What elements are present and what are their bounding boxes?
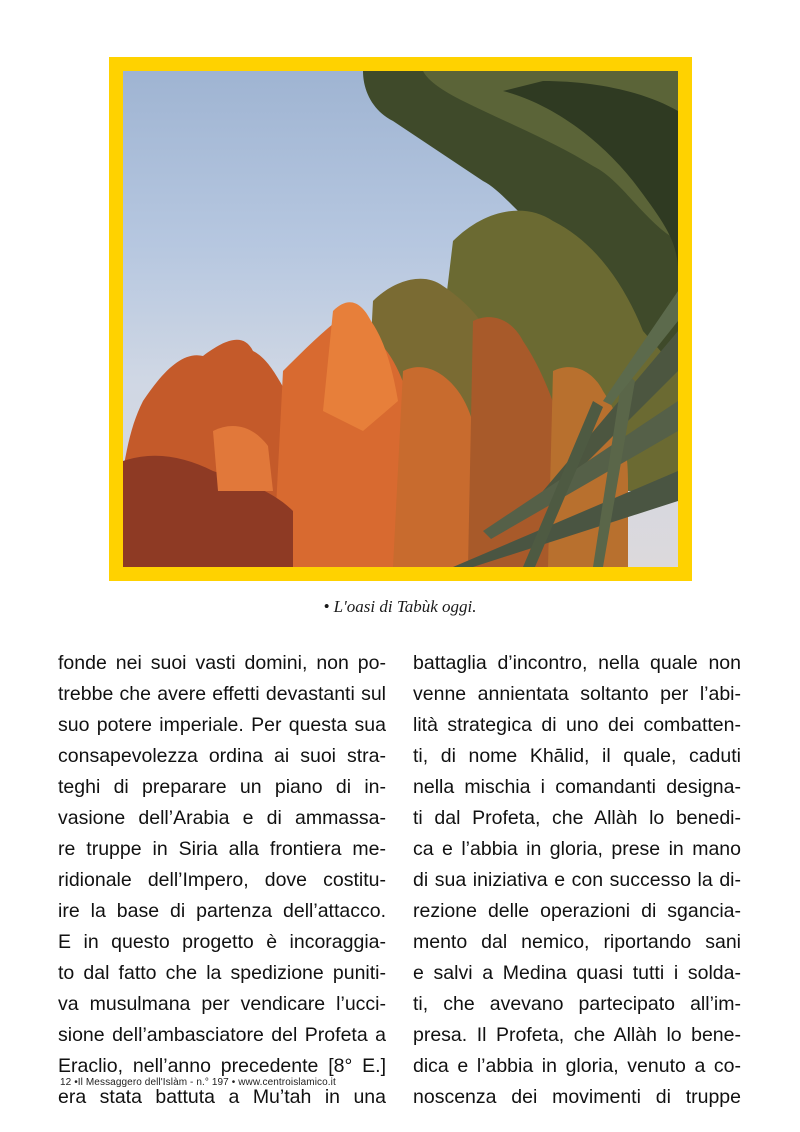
text-line: consapevolezza ordina ai suoi stra-: [58, 745, 386, 767]
text-line: Eraclio, nell’anno precedente [8° E.]: [58, 1055, 386, 1077]
text-line: vasione dell’Arabia e di ammassa-: [58, 807, 386, 829]
text-line: teghi di preparare un piano di in-: [58, 776, 386, 798]
text-line: suo potere imperiale. Per questa sua: [58, 714, 386, 736]
photo-caption: • L'oasi di Tabùk oggi.: [323, 597, 477, 616]
oasis-trees-illustration: [123, 71, 678, 567]
oasis-photo: [123, 71, 678, 567]
text-line: venne annientata soltanto per l’abi-: [413, 683, 741, 705]
text-line: ti, che avevano partecipato all’im-: [413, 993, 741, 1015]
text-line: dica e l’abbia in gloria, venuto a co-: [413, 1055, 741, 1077]
text-line: fonde nei suoi vasti domini, non po-: [58, 652, 386, 674]
text-line: lità strategica di uno dei combatten-: [413, 714, 741, 736]
page-footer: 12 •Il Messaggero dell'Islàm - n.° 197 • www.centroislamico.it: [60, 1077, 336, 1088]
text-line: e salvi a Medina quasi tutti i solda-: [413, 962, 741, 984]
text-column-right: [413, 648, 741, 1113]
text-line: mento dal nemico, riportando sani: [413, 931, 741, 953]
text-line: ti, di nome Khālid, il quale, caduti: [413, 745, 741, 767]
text-line: presa. Il Profeta, che Allàh lo bene-: [413, 1024, 741, 1046]
text-line: ti dal Profeta, che Allàh lo benedi-: [413, 807, 741, 829]
text-line: ca e l’abbia in gloria, prese in mano: [413, 838, 741, 860]
text-line: to dal fatto che la spedizione puniti-: [58, 962, 386, 984]
text-line: ire la base di partenza dell’attacco.: [58, 900, 386, 922]
text-line: battaglia d’incontro, nella quale non: [413, 652, 741, 674]
text-line: sione dell’ambasciatore del Profeta a: [58, 1024, 386, 1046]
text-line: trebbe che avere effetti devastanti sul: [58, 683, 386, 705]
text-column-left: [58, 648, 386, 1113]
text-line: era stata battuta a Mu’tah in una: [58, 1086, 386, 1108]
text-line: re truppe in Siria alla frontiera me-: [58, 838, 386, 860]
text-line: di sua iniziativa e con successo la di-: [413, 869, 741, 891]
photo-frame: [109, 57, 692, 581]
text-line: noscenza dei movimenti di truppe: [413, 1086, 741, 1108]
text-line: rezione delle operazioni di sgancia-: [413, 900, 741, 922]
text-line: ridionale dell’Impero, dove costitu-: [58, 869, 386, 891]
text-line: E in questo progetto è incoraggia-: [58, 931, 386, 953]
text-line: va musulmana per vendicare l’ucci-: [58, 993, 386, 1015]
text-line: nella mischia i comandanti designa-: [413, 776, 741, 798]
